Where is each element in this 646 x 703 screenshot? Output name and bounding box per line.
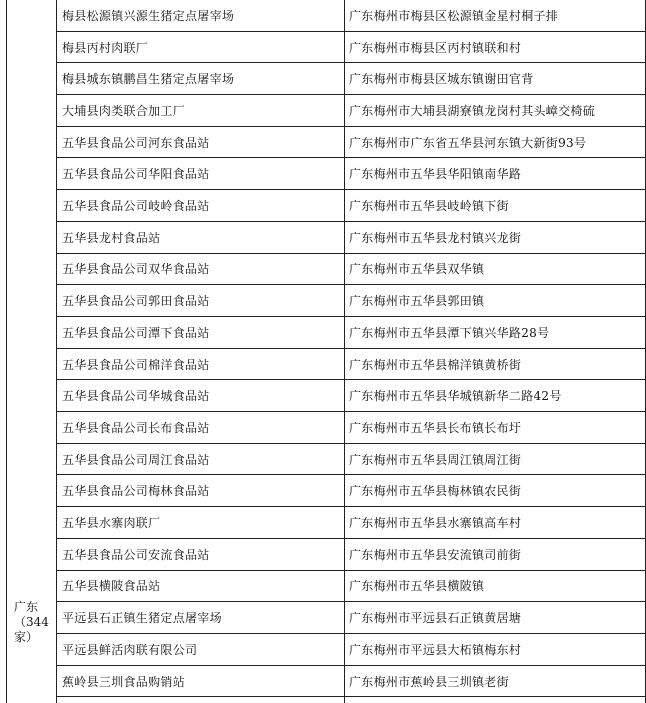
table-row	[57, 507, 646, 539]
table-row	[57, 317, 646, 349]
facility-name-cell: 五华县龙村食品站	[62, 230, 161, 245]
facility-address-cell: 广东梅州市平远县大柘镇梅东村	[349, 642, 522, 657]
facility-name-cell: 平远县石正镇生猪定点屠宰场	[62, 611, 222, 626]
facility-name-cell: 五华县食品公司华城食品站	[62, 389, 210, 404]
facility-name-cell: 大埔县肉类联合加工厂	[62, 103, 186, 118]
facility-name-cell: 平远县鲜活肉联有限公司	[62, 642, 198, 657]
facility-name-cell: 五华县水寨肉联厂	[62, 516, 161, 531]
facility-address-cell: 广东梅州市五华县潭下镇兴华路28号	[349, 325, 550, 340]
facility-address-cell: 广东梅州市五华县梅林镇农民街	[349, 484, 522, 499]
facility-address-cell: 广东梅州市五华县安流镇司前街	[349, 547, 522, 562]
facility-name-cell: 五华县食品公司河东食品站	[62, 135, 210, 150]
table-row	[57, 380, 646, 412]
region-unit: 家）	[14, 630, 39, 644]
facility-address-cell: 广东梅州市五华县周江镇周江街	[349, 452, 522, 467]
facility-address-cell: 广东梅州市五华县华城镇新华二路42号	[349, 389, 562, 404]
facility-name-cell: 五华县食品公司郭田食品站	[62, 294, 210, 309]
facility-name-cell: 五华县食品公司岐岭食品站	[62, 199, 210, 214]
table-row	[57, 222, 646, 254]
facility-address-cell: 广东梅州市蕉岭县三圳镇老街	[349, 674, 509, 689]
facility-address-cell: 广东梅州市五华县华阳镇南华路	[349, 167, 522, 182]
region-cell	[14, 600, 54, 645]
table-row	[57, 95, 646, 127]
facility-name-cell: 五华县食品公司长布食品站	[62, 420, 210, 435]
facility-address-cell: 广东梅州市五华县郭田镇	[349, 294, 485, 309]
table-row	[57, 571, 646, 603]
facility-name-cell: 梅县丙村肉联厂	[62, 40, 149, 55]
table-row	[57, 32, 646, 64]
table-row	[57, 412, 646, 444]
facility-name-cell: 五华县食品公司棉洋食品站	[62, 357, 210, 372]
facility-name-cell: 五华县食品公司周江食品站	[62, 452, 210, 467]
table-row	[57, 159, 646, 191]
facility-address-cell: 广东梅州市大埔县湖寮镇龙岗村其头嶂交椅硫	[349, 103, 596, 118]
region-label: 广东	[14, 600, 39, 614]
facility-name-cell: 五华县食品公司梅林食品站	[62, 484, 210, 499]
facility-name-cell: 梅县松源镇兴源生猪定点屠宰场	[62, 8, 235, 23]
table-row	[57, 602, 646, 634]
facility-name-cell: 蕉岭县三圳食品购销站	[62, 674, 186, 689]
table-row	[57, 254, 646, 286]
facility-address-cell: 广东梅州市平远县石正镇黄居塘	[349, 611, 522, 626]
facility-name-cell: 五华县食品公司潭下食品站	[62, 325, 210, 340]
facility-address-cell: 广东梅州市五华县横陂镇	[349, 579, 485, 594]
facility-name-cell: 梅县城东镇鹏昌生猪定点屠宰场	[62, 72, 235, 87]
facility-address-cell: 广东梅州市五华县岐岭镇下街	[349, 199, 509, 214]
facility-address-cell: 广东梅州市广东省五华县河东镇大新街93号	[349, 135, 587, 150]
facility-address-cell: 广东梅州市五华县棉洋镇黄桥街	[349, 357, 522, 372]
table-border-left	[6, 0, 7, 703]
facility-name-cell: 五华县食品公司华阳食品站	[62, 167, 210, 182]
facility-address-cell: 广东梅州市五华县水寨镇高车村	[349, 516, 522, 531]
facility-address-cell: 广东梅州市五华县长布镇长布圩	[349, 420, 522, 435]
table-row	[57, 285, 646, 317]
facility-name-cell: 五华县食品公司安流食品站	[62, 547, 210, 562]
facility-name-cell: 五华县食品公司双华食品站	[62, 262, 210, 277]
facility-address-cell: 广东梅州市梅县区松源镇金星村桐子排	[349, 8, 559, 23]
table-row	[57, 190, 646, 222]
facility-address-cell: 广东梅州市梅县区丙村镇联和村	[349, 40, 522, 55]
facility-address-cell: 广东梅州市梅县区城东镇谢田官背	[349, 72, 534, 87]
facility-name-cell: 五华县横陂食品站	[62, 579, 161, 594]
facility-address-cell: 广东梅州市五华县双华镇	[349, 262, 485, 277]
table-row	[57, 127, 646, 159]
table-row	[57, 634, 646, 666]
table-row	[57, 0, 646, 32]
table-row	[57, 539, 646, 571]
facility-address-cell: 广东梅州市五华县龙村镇兴龙街	[349, 230, 522, 245]
table-row	[57, 349, 646, 381]
table-row	[57, 666, 646, 698]
table-row	[57, 476, 646, 508]
region-count: （344	[14, 615, 49, 629]
table-row	[57, 63, 646, 95]
table-row	[57, 444, 646, 476]
